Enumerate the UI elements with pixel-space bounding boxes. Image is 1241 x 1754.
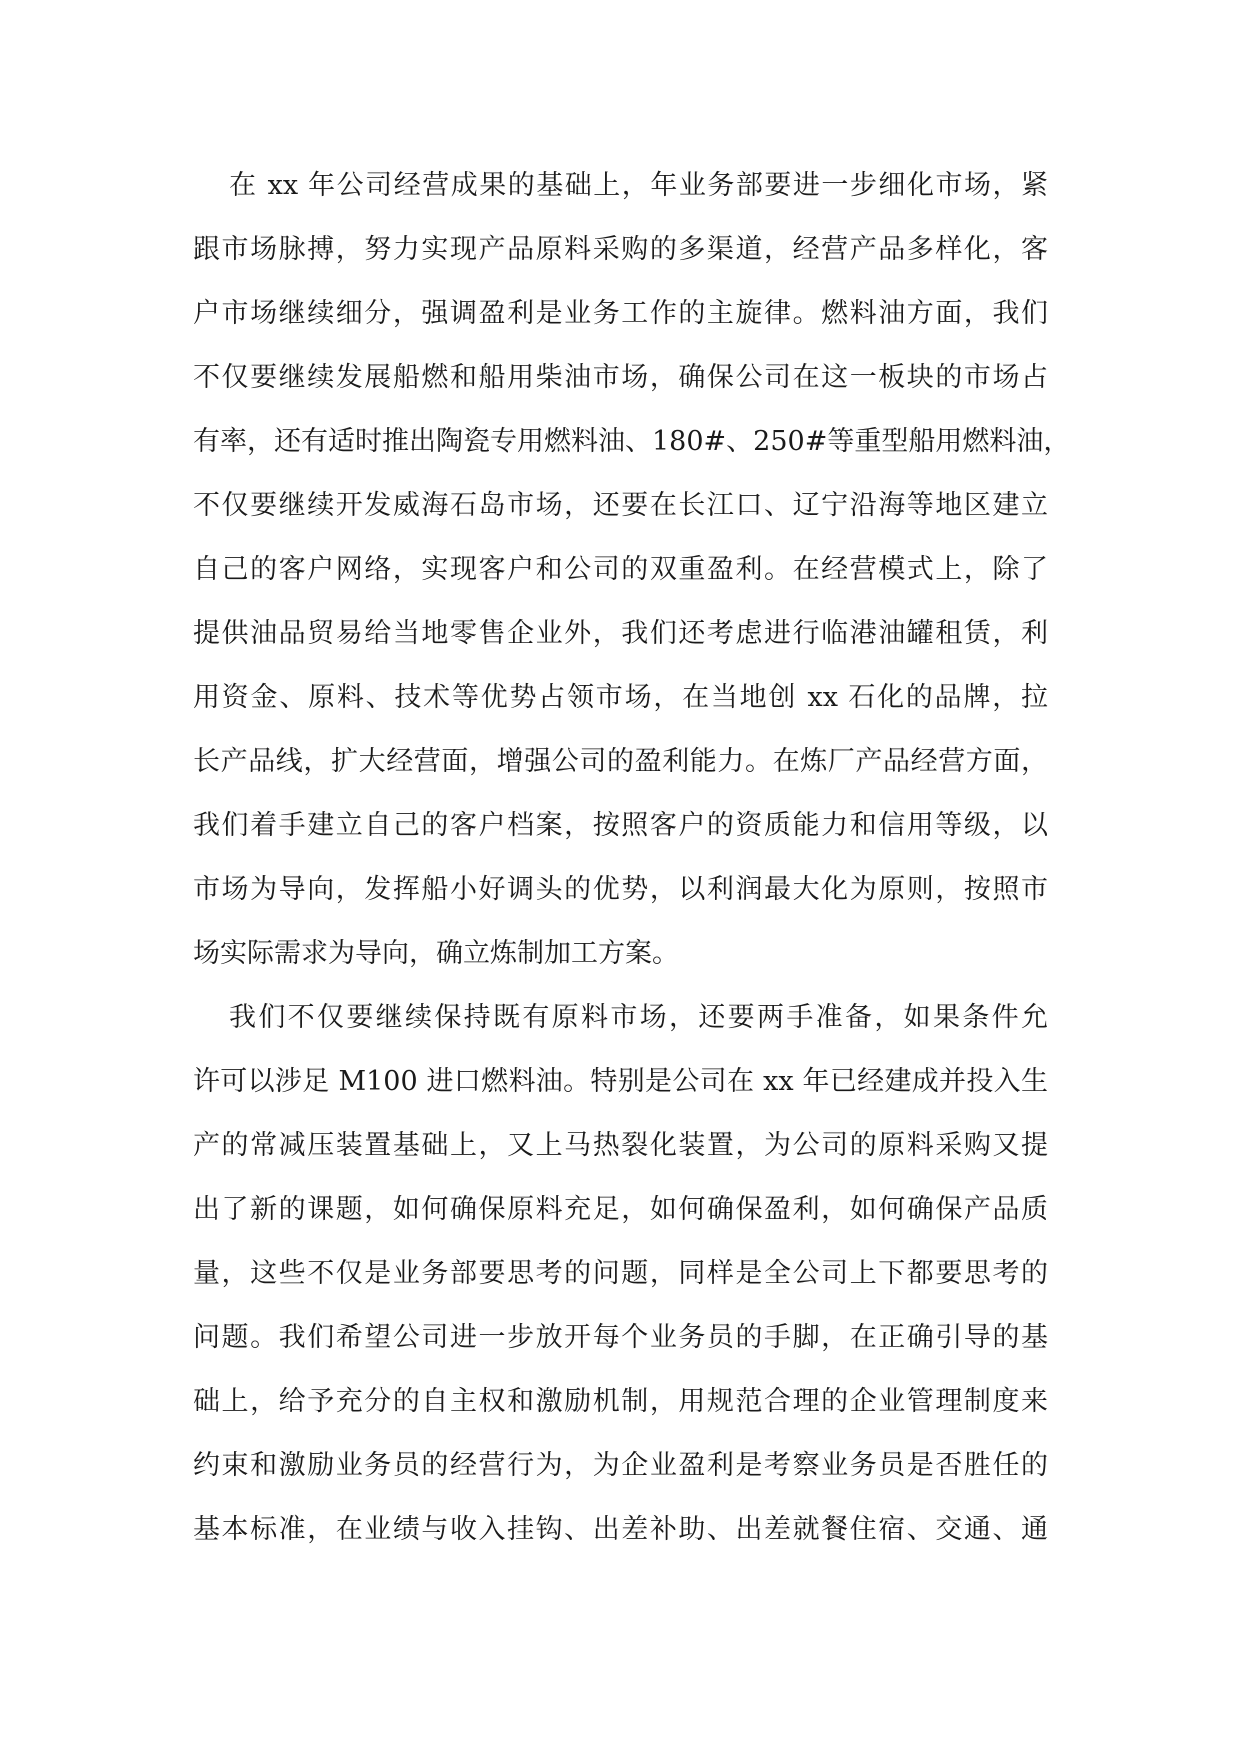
text-line: 提供油品贸易给当地零售企业外，我们还考虑进行临港油罐租赁，利 [193,618,1048,649]
text-line: 约束和激励业务员的经营行为，为企业盈利是考察业务员是否胜任的 [193,1450,1048,1481]
text-line: 不仅要继续发展船燃和船用柴油市场，确保公司在这一板块的市场占 [193,362,1048,393]
text-line: 量，这些不仅是业务部要思考的问题，同样是全公司上下都要思考的 [193,1258,1048,1289]
text-line: 许可以涉足 M100 进口燃料油。特别是公司在 xx 年已经建成并投入生 [193,1066,1048,1097]
text-line: 在 xx 年公司经营成果的基础上，年业务部要进一步细化市场，紧 [229,170,1048,201]
text-line: 户市场继续细分，强调盈利是业务工作的主旋律。燃料油方面，我们 [193,298,1048,329]
text-line: 我们不仅要继续保持既有原料市场，还要两手准备，如果条件允 [229,1002,1048,1033]
paragraph-2 [193,986,1048,1562]
text-line: 础上，给予充分的自主权和激励机制，用规范合理的企业管理制度来 [193,1386,1048,1417]
paragraph-1 [193,154,1071,986]
text-line: 产的常减压装置基础上，又上马热裂化装置，为公司的原料采购又提 [193,1130,1048,1161]
text-line: 基本标准，在业绩与收入挂钩、出差补助、出差就餐住宿、交通、通 [193,1514,1048,1545]
text-line: 不仅要继续开发威海石岛市场，还要在长江口、辽宁沿海等地区建立 [193,490,1048,521]
document-body [193,154,1071,1562]
text-line: 出了新的课题，如何确保原料充足，如何确保盈利，如何确保产品质 [193,1194,1048,1225]
text-line: 自己的客户网络，实现客户和公司的双重盈利。在经营模式上，除了 [193,554,1048,585]
text-line: 有率，还有适时推出陶瓷专用燃料油、180#、250#等重型船用燃料油， [193,426,1071,457]
text-line: 用资金、原料、技术等优势占领市场，在当地创 xx 石化的品牌，拉 [193,682,1048,713]
text-line: 跟市场脉搏，努力实现产品原料采购的多渠道，经营产品多样化，客 [193,234,1048,265]
text-line: 我们着手建立自己的客户档案，按照客户的资质能力和信用等级，以 [193,810,1048,841]
text-line: 问题。我们希望公司进一步放开每个业务员的手脚，在正确引导的基 [193,1322,1048,1353]
text-line: 场实际需求为导向，确立炼制加工方案。 [193,938,679,969]
text-line: 市场为导向，发挥船小好调头的优势，以利润最大化为原则，按照市 [193,874,1048,905]
text-line: 长产品线，扩大经营面，增强公司的盈利能力。在炼厂产品经营方面， [193,746,1048,777]
